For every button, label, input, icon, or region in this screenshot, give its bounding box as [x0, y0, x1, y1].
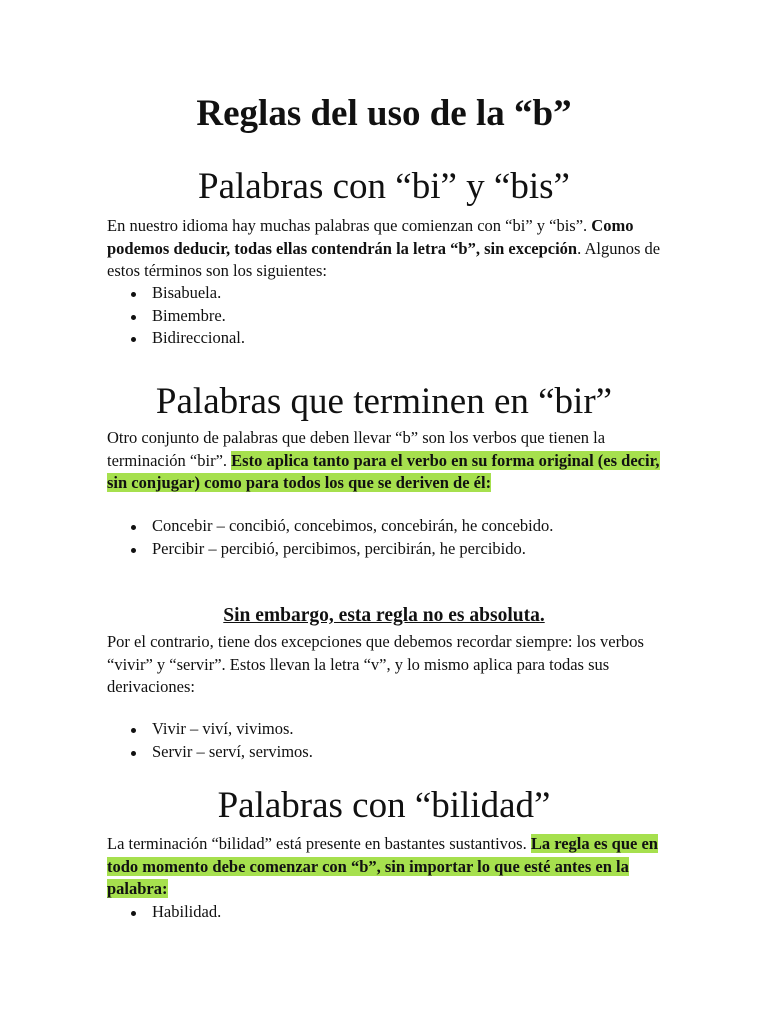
list-item — [107, 515, 667, 538]
section-heading-bi-bis: Palabras con “bi” y “bis” — [198, 166, 570, 207]
section-bilidad-paragraph — [107, 833, 667, 901]
list-item-text: Servir – serví, servimos. — [152, 741, 313, 761]
bullet-dot-icon — [131, 337, 136, 342]
list-item-text: Percibir – percibió, percibimos, percibirán, he percibido. — [152, 538, 526, 558]
list-item — [107, 327, 667, 350]
list-item-text: Bisabuela. — [152, 283, 222, 302]
bullet-dot-icon — [131, 525, 136, 530]
paragraph-text: . Algunos de estos términos son los siguientes: — [107, 238, 661, 280]
paragraph-bold-text: Como podemos deducir, todas ellas contendrán la letra “b”, sin excepción — [107, 216, 634, 258]
list-item — [107, 538, 667, 561]
bullet-list-bilidad — [107, 901, 667, 924]
list-item — [107, 282, 667, 305]
list-item-text: Habilidad. — [152, 902, 222, 921]
document-title: Reglas del uso de la “b” — [196, 93, 572, 134]
list-item — [107, 741, 667, 764]
list-item-text: Bidireccional. — [152, 328, 246, 347]
highlighted-rule-text: Esto aplica tanto para el verbo en su forma original (es decir, sin conjugar) como para todos los que se deriven de él: — [107, 450, 660, 492]
list-item-text: Vivir – viví, vivimos. — [152, 719, 294, 738]
bullet-dot-icon — [131, 315, 136, 320]
list-item-text: Bimembre. — [152, 305, 226, 325]
bullet-list-bir — [107, 515, 667, 560]
exception-heading: Sin embargo, esta regla no es absoluta. — [223, 605, 545, 626]
bullet-dot-icon — [131, 751, 136, 756]
bullet-dot-icon — [131, 292, 136, 297]
list-item — [107, 901, 667, 924]
list-item — [107, 718, 667, 741]
list-item-text: Concebir – concibió, concebimos, concebirán, he concebido. — [152, 516, 554, 535]
bullet-dot-icon — [131, 548, 136, 553]
section-heading-bilidad: Palabras con “bilidad” — [217, 785, 551, 826]
bullet-list-bi-bis — [107, 282, 667, 350]
list-item — [107, 305, 667, 328]
bullet-dot-icon — [131, 911, 136, 916]
highlighted-rule-text: La regla es que en todo momento debe comenzar con “b”, sin importar lo que esté antes en la palabra: — [107, 834, 658, 898]
section-bi-bis-paragraph — [107, 215, 667, 283]
bullet-list-exceptions — [107, 718, 667, 763]
exception-paragraph: Por el contrario, tiene dos excepciones que debemos recordar siempre: los verbos “vivir” y “servir”. Estos llevan la letra “v”, y lo mismo aplica para todas sus derivaciones: — [107, 632, 644, 696]
section-bir-paragraph — [107, 427, 667, 495]
paragraph-text: En nuestro idioma hay muchas palabras que comienzan con “bi” y “bis”. — [107, 216, 592, 235]
paragraph-text: La terminación “bilidad” está presente en bastantes sustantivos. — [107, 834, 531, 853]
bullet-dot-icon — [131, 728, 136, 733]
paragraph-text: Otro conjunto de palabras que deben llevar “b” son los verbos que tienen la terminación “bir”. — [107, 428, 606, 470]
section-heading-bir: Palabras que terminen en “bir” — [155, 381, 613, 422]
